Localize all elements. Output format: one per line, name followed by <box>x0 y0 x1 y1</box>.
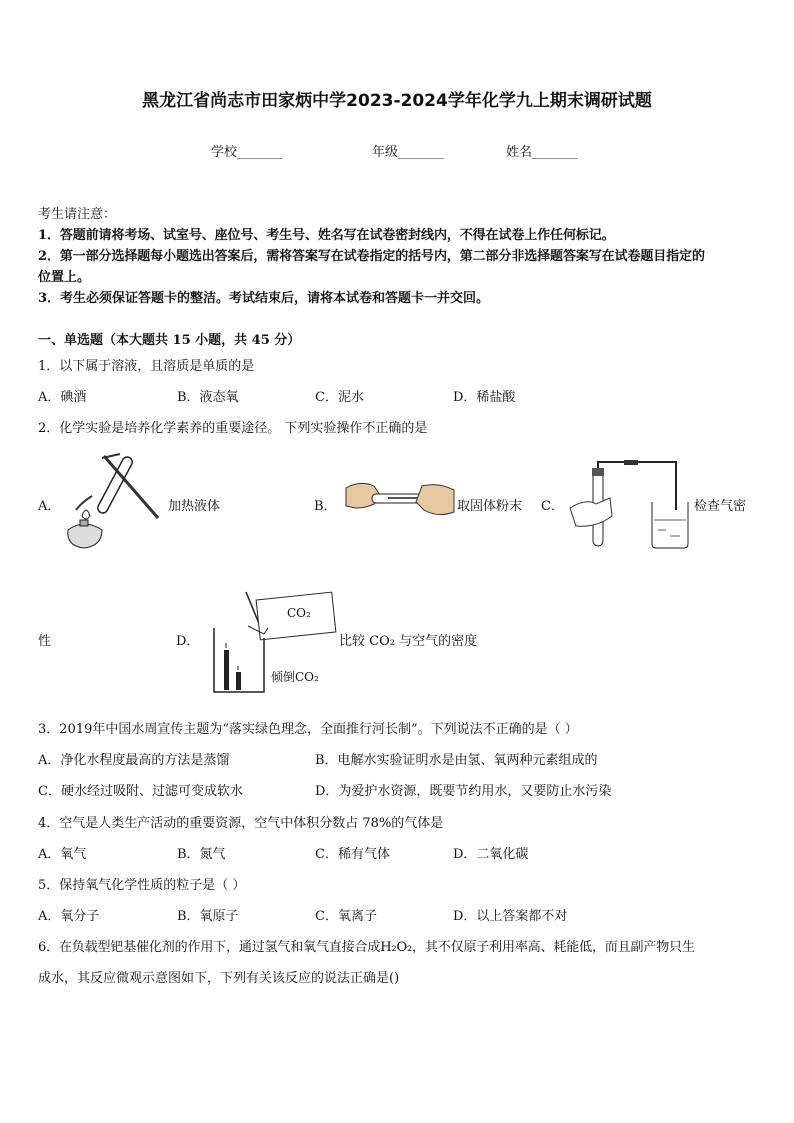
question-stem: 5．保持氧气化学性质的粒子是（ ） <box>38 878 246 893</box>
question-stem: 6．在负载型钯基催化剂的作用下，通过氢气和氧气直接合成H₂O₂，其不仅原子利用率高、耗能低，而且副产物只生 <box>38 940 695 955</box>
option-a: A．氧气 <box>38 847 87 862</box>
section-heading: 一、单选题（本大题共 15 小题，共 45 分） <box>38 333 301 348</box>
question-stem-cont: 成水，其反应微观示意图如下，下列有关该反应的说法正确是() <box>38 971 400 986</box>
grade-field: 年级_______ <box>372 145 444 160</box>
option-d-caption: 倾倒CO₂ <box>271 670 319 684</box>
question-stem: 4．空气是人类生产活动的重要资源，空气中体积分数占 78%的气体是 <box>38 816 444 831</box>
option-c: C．硬水经过吸附、过滤可变成软水 <box>38 784 243 799</box>
option-c-letter: C． <box>541 499 564 514</box>
option-b: B．液态氧 <box>177 390 239 405</box>
option-a: A．氧分子 <box>38 909 100 924</box>
notice-item: 3．考生必须保证答题卡的整洁。考试结束后，请将本试卷和答题卡一并交回。 <box>38 291 490 306</box>
page-title: 黑龙江省尚志市田家炳中学2023-2024学年化学九上期末调研试题 <box>142 91 652 111</box>
option-a-letter: A． <box>38 499 61 514</box>
notice-item: 1．答题前请将考场、试室号、座位号、考生号、姓名写在试卷密封线内，不得在试卷上作任何标记。 <box>38 228 615 243</box>
notice-item: 位置上。 <box>38 270 91 285</box>
name-field: 姓名_______ <box>506 145 578 160</box>
notice-item: 2．第一部分选择题每小题选出答案后，需将答案写在试卷指定的括号内，第二部分非选择题答案写在试卷题目指定的 <box>38 249 705 264</box>
notice-heading: 考生请注意： <box>38 207 117 222</box>
question-stem: 2．化学实验是培养化学素养的重要途径。 下列实验操作不正确的是 <box>38 421 428 436</box>
question-stem: 3．2019年中国水周宣传主题为“落实绿色理念，全面推行河长制”。下列说法不正确的是（ ） <box>38 722 578 737</box>
option-c: C．泥水 <box>315 390 364 405</box>
option-d-text: 比较 CO₂ 与空气的密度 <box>339 634 478 649</box>
option-b: B．氧原子 <box>177 909 239 924</box>
option-a: A．碘酒 <box>38 390 87 405</box>
option-c: C．氧离子 <box>315 909 377 924</box>
option-b-text: 取固体粉末 <box>457 499 523 514</box>
take-solid-powder-illustration <box>342 478 457 524</box>
option-c-text: 检查气密 <box>694 499 747 514</box>
option-b: B．电解水实验证明水是由氢、氧两种元素组成的 <box>315 753 598 768</box>
school-field: 学校_______ <box>211 145 283 160</box>
heating-liquid-illustration <box>62 452 167 552</box>
question-stem: 1．以下属于溶液，且溶质是单质的是 <box>38 359 255 374</box>
option-d: D．以上答案都不对 <box>453 909 568 924</box>
option-b: B．氮气 <box>177 847 226 862</box>
co2-bottle-label: CO₂ <box>287 606 311 620</box>
option-c: C．稀有气体 <box>315 847 390 862</box>
option-d: D．二氧化碳 <box>453 847 529 862</box>
option-d: D．为爱护水资源，既要节约用水，又要防止水污染 <box>315 784 612 799</box>
option-b-letter: B． <box>314 499 337 514</box>
option-a-text: 加热液体 <box>168 499 221 514</box>
check-airtightness-illustration <box>566 458 691 553</box>
option-c-text-cont: 性 <box>38 634 52 649</box>
option-d: D．稀盐酸 <box>453 390 516 405</box>
option-a: A．净化水程度最高的方法是蒸馏 <box>38 753 230 768</box>
option-d-letter: D． <box>176 634 200 649</box>
